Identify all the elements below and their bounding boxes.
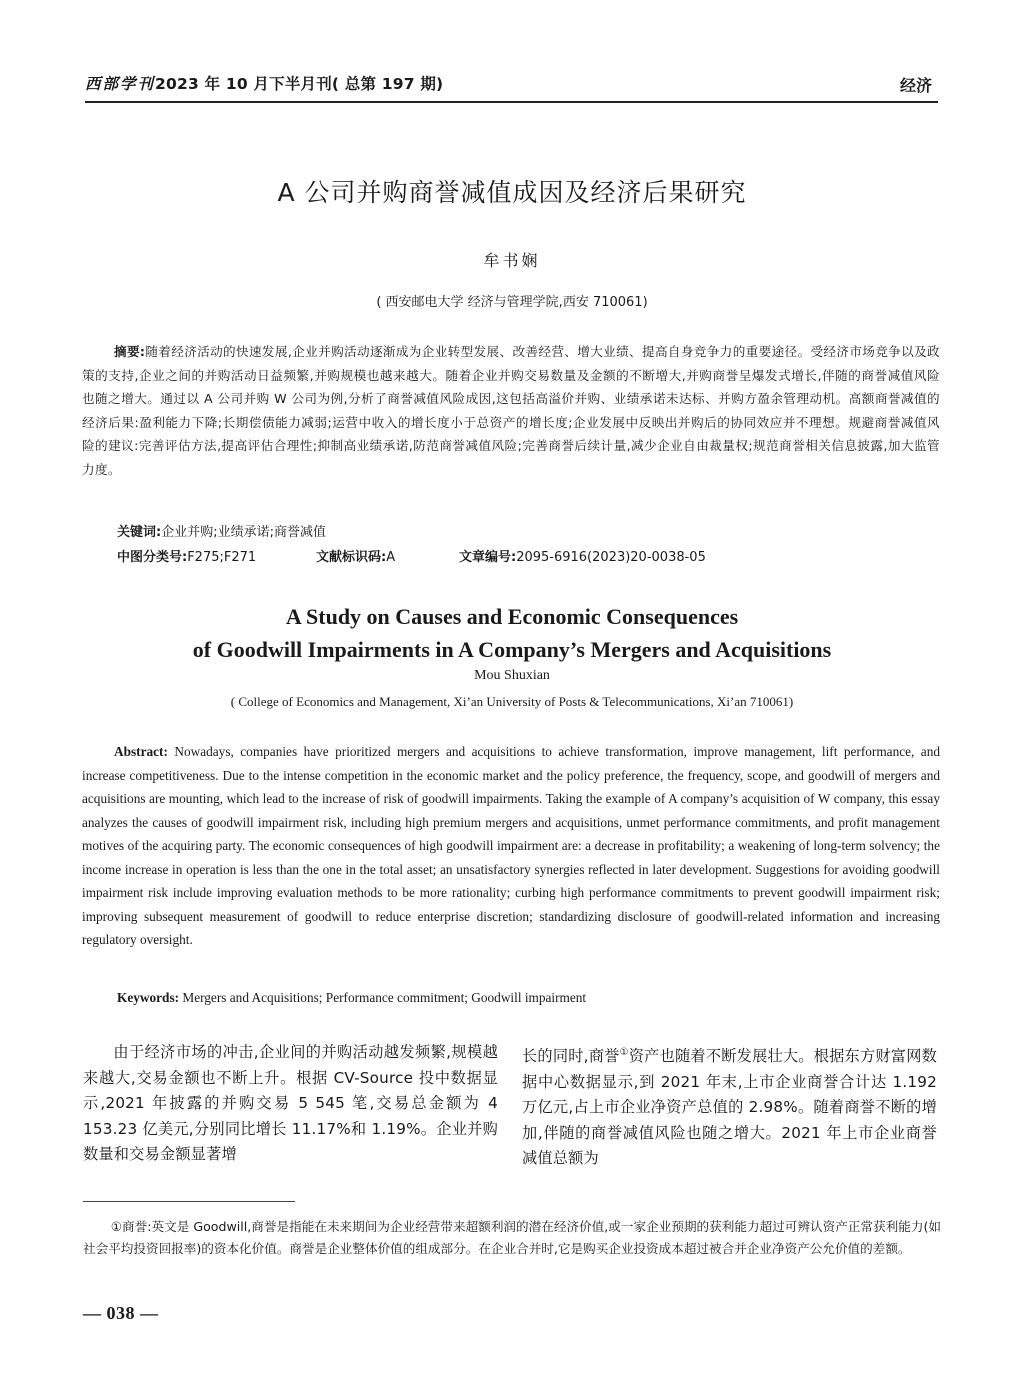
body-right-part2: 资产也随着不断发展壮大。根据东方财富网数据中心数据显示,到 2021 年末,上市企业商誉合计达 1.192 万亿元,占上市企业净资产总值的 2.98%。随着商誉不断的增加,伴随的商誉减值风险也随之增大。2021 年上市企业商誉减值总额为 xyxy=(522,1047,938,1168)
abstract-en-label: Abstract: xyxy=(114,744,168,759)
journal-issue: 2023 年 10 月下半月刊( 总第 197 期) xyxy=(155,75,444,93)
abstract-en xyxy=(82,740,940,952)
title-en-line2: of Goodwill Impairments in A Company’s Mergers and Acquisitions xyxy=(192,637,832,662)
keywords-cn-label: 关键词: xyxy=(117,525,162,540)
abstract-en-text: Nowadays, companies have prioritized mergers and acquisitions to achieve transformation, improve management, lift performance, and increase competitiveness. Due to the intense competition in the economic market and the policy preference, the frequency, scope, and goodwill of mergers and acquisitions are mounting, which lead to the increase of risk of goodwill impairments. Taking the example of A company’s acquisition of W company, this essay analyzes the causes of goodwill impairment risk, including high premium mergers and acquisitions, unmet performance commitments, and profit management motives of the acquiring party. The economic consequences of high goodwill impairment are: a decrease in profitability; a weakening of long-term solvency; the income increase in operation is less than the one in the total asset; an unsatisfactory synergies reflected in later development. Suggestions for avoiding goodwill impairment risk include improving evaluation methods to be more rationality; curbing high performance commitments to prevent goodwill impairment risk; improving subsequent measurement of goodwill to reduce enterprise discretion; standardizing disclosure of goodwill-related information and increasing regulatory oversight. xyxy=(82,744,940,947)
clc-code xyxy=(117,546,256,565)
keywords-cn xyxy=(117,521,326,540)
doc-value: A xyxy=(386,550,396,565)
section-label: 经济 xyxy=(899,76,932,95)
page-number: — 038 — xyxy=(83,1303,159,1323)
abstract-cn xyxy=(82,340,940,482)
abstract-cn-label: 摘要: xyxy=(114,344,146,359)
journal-logo: 西部学刊 xyxy=(85,74,156,93)
clc-value: F275;F271 xyxy=(187,550,257,565)
abstract-cn-text: 随着经济活动的快速发展,企业并购活动逐渐成为企业转型发展、改善经营、增大业绩、提高自身竞争力的重要途径。受经济市场竞争以及政策的支持,企业之间的并购活动日益频繁,并购规模也越来越大。随着企业并购交易数量及金额的不断增大,并购商誉呈爆发式增长,伴随的商誉减值风险也随之增大。通过以 A 公司并购 W 公司为例,分析了商誉减值风险成因,这包括高溢价并购、业绩承诺未达标、并购方盈余管理动机。高额商誉减值的经济后果:盈利能力下降;长期偿债能力减弱;运营中收入的增长度小于总资产的增长度;企业发展中反映出并购后的协同效应并不理想。规避商誉减值风险的建议:完善评估方法,提高评估合理性;抑制高业绩承诺,防范商誉减值风险;完善商誉后续计量,减少企业自由裁量权;规范商誉相关信息披露,加大监管力度。 xyxy=(82,344,940,477)
keywords-cn-text: 企业并购;业绩承诺;商誉减值 xyxy=(161,525,326,540)
article-number xyxy=(459,546,706,565)
body-right-part1: 长的同时,商誉 xyxy=(522,1047,620,1066)
article-value: 2095-6916(2023)20-0038-05 xyxy=(516,550,706,565)
keywords-en-label: Keywords: xyxy=(117,990,180,1005)
doc-code xyxy=(316,546,395,565)
author-cn: 牟书娴 xyxy=(483,251,541,270)
affiliation-en: ( College of Economics and Management, Xi’an University of Posts & Telecommunications, Xi’an 710061) xyxy=(230,694,794,709)
footnote-divider xyxy=(83,1201,295,1202)
article-label: 文章编号: xyxy=(459,550,517,565)
body-column-right xyxy=(522,1040,937,1172)
doc-label: 文献标识码: xyxy=(316,550,387,565)
clc-label: 中图分类号: xyxy=(117,550,188,565)
page-title-cn: A 公司并购商誉减值成因及经济后果研究 xyxy=(277,178,747,207)
journal-header xyxy=(85,72,443,94)
affiliation-cn: ( 西安邮电大学 经济与管理学院,西安 710061) xyxy=(376,295,648,310)
page-title-en xyxy=(0,600,1024,666)
header-divider xyxy=(85,101,938,103)
keywords-en xyxy=(117,990,586,1006)
author-en: Mou Shuxian xyxy=(474,668,550,683)
footnote: ①商誉:英文是 Goodwill,商誉是指能在未来期间为企业经营带来超额利润的潜在经济价值,或一家企业预期的获利能力超过可辨认资产正常获利能力(如社会平均投资回报率)的资本化价值。商誉是企业整体价值的组成部分。在企业合并时,它是购买企业投资成本超过被合并企业净资产公允价值的差额。 xyxy=(83,1219,941,1257)
keywords-en-text: Mergers and Acquisitions; Performance commitment; Goodwill impairment xyxy=(182,990,587,1005)
title-en-line1: A Study on Causes and Economic Consequences xyxy=(285,604,739,629)
footnote-marker[interactable]: ① xyxy=(619,1047,629,1058)
body-column-left: 由于经济市场的冲击,企业间的并购活动越发频繁,规模越来越大,交易金额也不断上升。根据 CV-Source 投中数据显示,2021 年披露的并购交易 5 545 笔,交易总金额为 4 153.23 亿美元,分别同比增长 11.17%和 1.19%。企业并购数量和交易金额显著增 xyxy=(83,1043,498,1164)
